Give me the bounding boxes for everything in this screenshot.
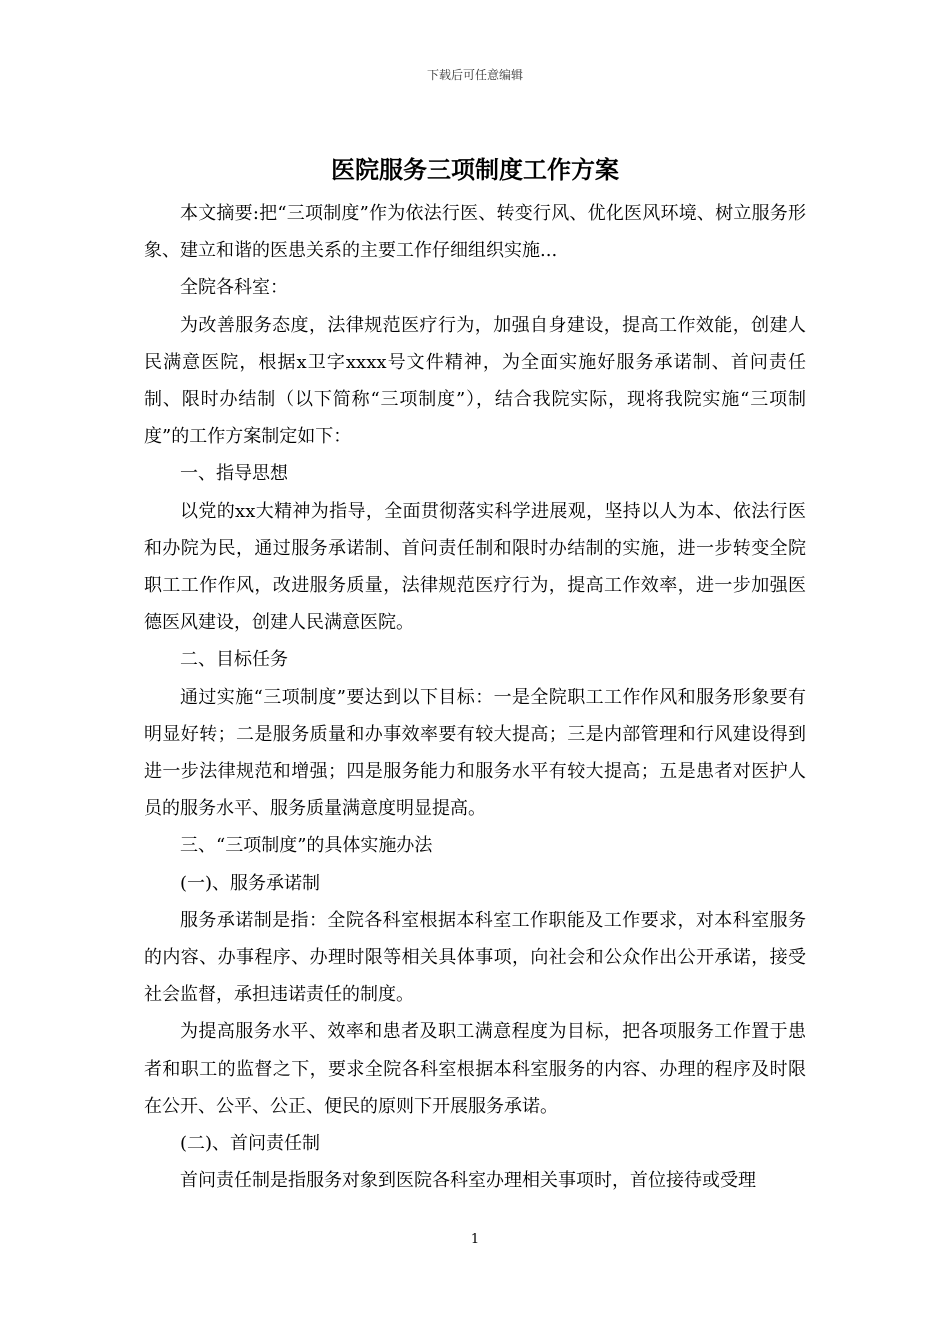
paragraph-guiding-ideology: 以党的xx大精神为指导，全面贯彻落实科学进展观，坚持以人为本、依法行医和办院为民，通过服务承诺制、首问责任制和限时办结制的实施，进一步转变全院职工工作作风，改进服务质量，法律规范医疗行为，提高工作效率，进一步加强医德医风建设，创建人民满意医院。 xyxy=(144,500,806,634)
paragraph-intro: 为改善服务态度，法律规范医疗行为，加强自身建设，提高工作效能，创建人民满意医院，根据x卫字xxxx号文件精神，为全面实施好服务承诺制、首问责任制、限时办结制（以下简称“三项制度”），结合我院实际，现将我院实施“三项制度”的工作方案制定如下： xyxy=(144,314,806,448)
section-heading-guiding-ideology: 一、指导思想 xyxy=(180,463,288,485)
document-body xyxy=(144,195,806,1199)
section-heading-implementation: 三、“三项制度”的具体实施办法 xyxy=(180,835,433,857)
subsection-heading-first-inquiry: (二)、首问责任制 xyxy=(180,1133,321,1155)
section-heading-goals: 二、目标任务 xyxy=(180,649,288,671)
page-number: 1 xyxy=(470,1232,480,1247)
paragraph-service-commitment-definition: 服务承诺制是指：全院各科室根据本科室工作职能及工作要求，对本科室服务的内容、办事程序、办理时限等相关具体事项，向社会和公众作出公开承诺，接受社会监督，承担违诺责任的制度。 xyxy=(144,909,806,1006)
paragraph-first-inquiry-definition: 首问责任制是指服务对象到医院各科室办理相关事项时，首位接待或受理 xyxy=(180,1170,756,1192)
paragraph-abstract: 本文摘要:把“三项制度”作为依法行医、转变行风、优化医风环境、树立服务形象、建立和谐的医患关系的主要工作仔细组织实施... xyxy=(144,203,806,262)
document-title: 医院服务三项制度工作方案 xyxy=(331,155,619,184)
paragraph-goals: 通过实施“三项制度”要达到以下目标：一是全院职工工作作风和服务形象要有明显好转；二是服务质量和办事效率要有较大提高；三是内部管理和行风建设得到进一步法律规范和增强；四是服务能力和服务水平有较大提高；五是患者对医护人员的服务水平、服务质量满意度明显提高。 xyxy=(144,686,806,820)
subsection-heading-service-commitment: (一)、服务承诺制 xyxy=(180,872,321,894)
paragraph-service-commitment-goal: 为提高服务水平、效率和患者及职工满意程度为目标，把各项服务工作置于患者和职工的监督之下，要求全院各科室根据本科室服务的内容、办理的程序及时限在公开、公平、公正、便民的原则下开展服务承诺。 xyxy=(144,1021,806,1117)
header-note: 下载后可任意编辑 xyxy=(426,68,523,82)
paragraph-salutation: 全院各科室： xyxy=(180,277,288,299)
